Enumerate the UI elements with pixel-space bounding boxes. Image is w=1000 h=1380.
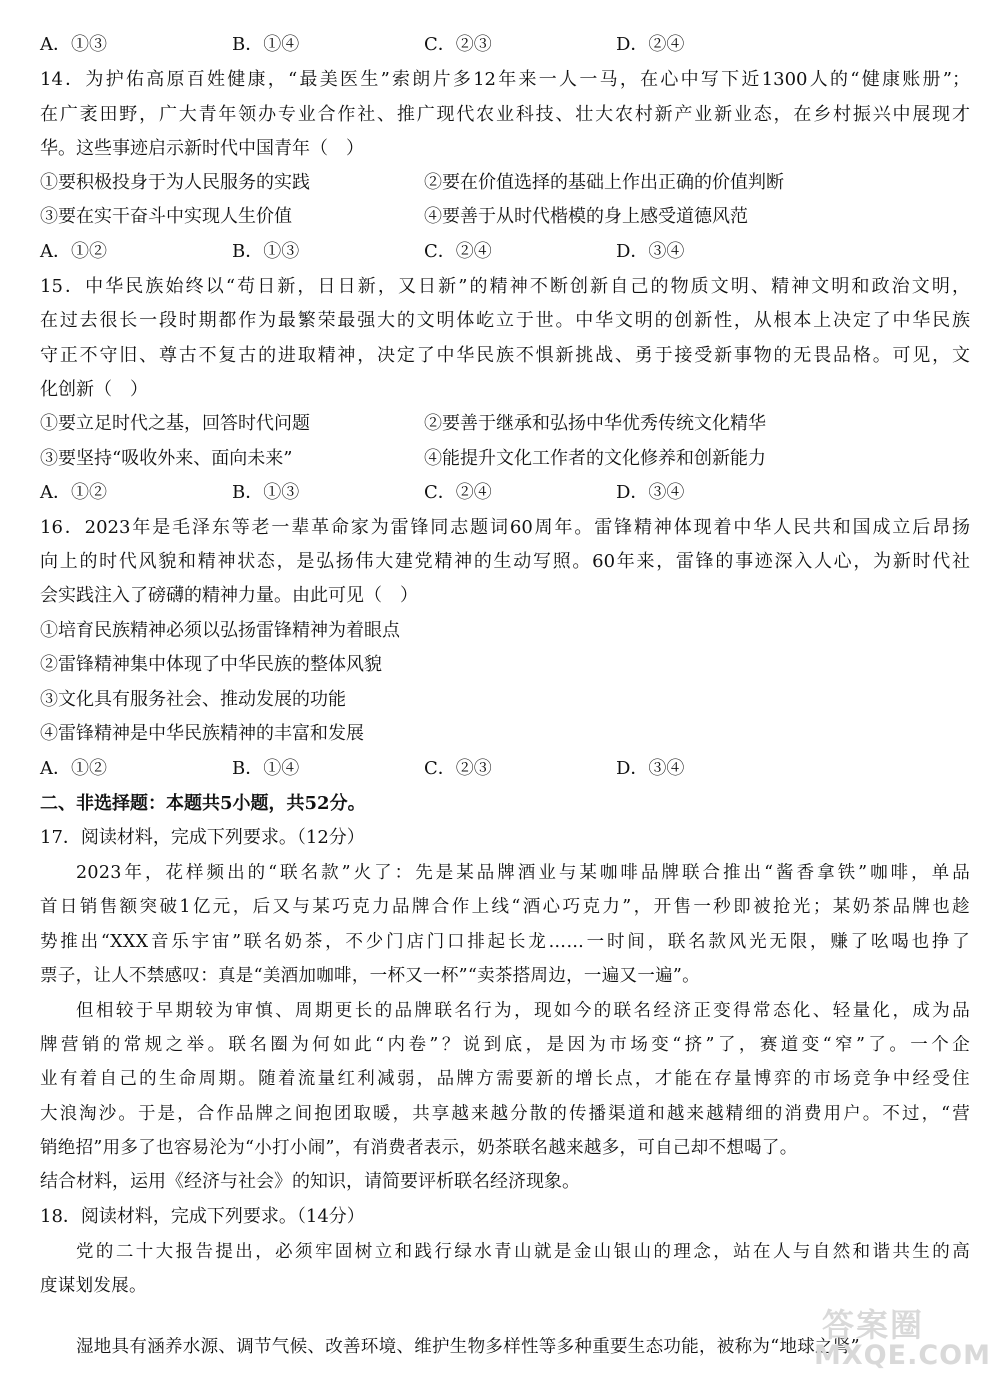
option-c: C．②③ <box>424 34 492 55</box>
q15-stem-line: 15．中华民族始终以“苟日新，日日新，又日新”的精神不断创新自己的物质文明、精神文明和政治文明， <box>40 276 970 297</box>
q16-stem-line: 向上的时代风貌和精神状态，是弘扬伟大建党精神的生动写照。60年来，雷锋的事迹深入人心，为新时代社 <box>40 551 970 572</box>
q16-stem-line: 会实践注入了磅礴的精神力量。由此可见（ ） <box>40 585 418 606</box>
q18-material-line: 湿地具有涵养水源、调节气候、改善环境、维护生物多样性等多种重要生态功能，被称为“地球之肾” <box>76 1337 860 1357</box>
q18-title: 18．阅读材料，完成下列要求。（14分） <box>40 1206 365 1227</box>
q17-material-line: 票子，让人不禁感叹：真是“美酒加咖啡，一杯又一杯”“卖茶搭周边，一遍又一遍”。 <box>40 966 700 986</box>
option-b: B．①④ <box>232 758 300 779</box>
q15-stem-line: 化创新（ ） <box>40 379 148 400</box>
q17-title: 17．阅读材料，完成下列要求。（12分） <box>40 827 365 848</box>
watermark-logo <box>800 1300 990 1372</box>
statement-2: ②要善于继承和弘扬中华优秀传统文化精华 <box>424 413 766 434</box>
statement-3: ③要坚持“吸收外来、面向未来” <box>40 448 293 469</box>
q17-material-line: 业有着自己的生命周期。随着流量红利减弱，品牌方需要新的增长点，才能在存量博弈的市场竞争中经受住 <box>40 1069 970 1089</box>
statement-1: ①要积极投身于为人民服务的实践 <box>40 172 310 193</box>
q17-question: 结合材料，运用《经济与社会》的知识，请简要评析联名经济现象。 <box>40 1171 580 1192</box>
statement-4: ④雷锋精神是中华民族精神的丰富和发展 <box>40 723 364 744</box>
q17-material-line: 销绝招”用多了也容易沦为“小打小闹”，有消费者表示，奶茶联名越来越多，可自己却不想喝了。 <box>40 1138 798 1158</box>
option-d: D．②④ <box>616 34 685 55</box>
q14-stem-line: 在广袤田野，广大青年领办专业合作社、推广现代农业科技、壮大农村新产业新业态，在乡村振兴中展现才 <box>40 104 970 125</box>
q14-stem-line: 华。这些事迹启示新时代中国青年（ ） <box>40 138 364 159</box>
q17-material-line: 牌营销的常规之举。联名圈为何如此“内卷”？说到底，是因为市场变“挤”了，赛道变“窄”了。一个企 <box>40 1035 970 1055</box>
option-d: D．③④ <box>616 482 685 503</box>
option-d: D．③④ <box>616 758 685 779</box>
watermark-url: MXQE.COM <box>814 1340 991 1371</box>
q17-material-line: 但相较于早期较为审慎、周期更长的品牌联名行为，现如今的联名经济正变得常态化、轻量化，成为品 <box>76 1001 970 1021</box>
option-a: A．①② <box>40 482 107 503</box>
option-d: D．③④ <box>616 241 685 262</box>
section-heading: 二、非选择题：本题共5小题，共52分。 <box>40 793 366 814</box>
q17-material-line: 大浪淘沙。于是，合作品牌之间抱团取暖，共享越来越分散的传播渠道和越来越精细的消费用户。不过，“营 <box>40 1104 970 1124</box>
option-a: A．①③ <box>40 34 107 55</box>
q15-stem-line: 守正不守旧、尊古不复古的进取精神，决定了中华民族不惧新挑战、勇于接受新事物的无畏品格。可见，文 <box>40 345 970 366</box>
q17-material-line: 2023年，花样频出的“联名款”火了：先是某品牌酒业与某咖啡品牌联合推出“酱香拿铁”咖啡，单品 <box>76 863 970 883</box>
option-a: A．①② <box>40 758 107 779</box>
statement-3: ③要在实干奋斗中实现人生价值 <box>40 206 292 227</box>
statement-1: ①培育民族精神必须以弘扬雷锋精神为着眼点 <box>40 620 400 641</box>
option-b: B．①④ <box>232 34 300 55</box>
option-c: C．②④ <box>424 241 492 262</box>
statement-2: ②要在价值选择的基础上作出正确的价值判断 <box>424 172 784 193</box>
q18-material-line: 党的二十大报告提出，必须牢固树立和践行绿水青山就是金山银山的理念，站在人与自然和谐共生的高 <box>76 1242 970 1262</box>
statement-1: ①要立足时代之基，回答时代问题 <box>40 413 310 434</box>
q17-material-line: 势推出“XXX音乐宇宙”联名奶茶，不少门店门口排起长龙……一时间，联名款风光无限，赚了吆喝也挣了 <box>40 932 970 952</box>
watermark-text: 答案圈 <box>822 1306 925 1344</box>
q17-material-line: 首日销售额突破1亿元，后又与某巧克力品牌合作上线“酒心巧克力”，开售一秒即被抢光；某奶茶品牌也趁 <box>40 897 970 917</box>
q15-stem-line: 在过去很长一段时期都作为最繁荣最强大的文明体屹立于世。中华文明的创新性，从根本上决定了中华民族 <box>40 310 970 331</box>
statement-4: ④能提升文化工作者的文化修养和创新能力 <box>424 448 766 469</box>
q16-stem-line: 16．2023年是毛泽东等老一辈革命家为雷锋同志题词60周年。雷锋精神体现着中华人民共和国成立后昂扬 <box>40 517 970 538</box>
option-b: B．①③ <box>232 241 300 262</box>
q18-material-line: 度谋划发展。 <box>40 1276 147 1296</box>
option-a: A．①② <box>40 241 107 262</box>
option-c: C．②④ <box>424 482 492 503</box>
statement-3: ③文化具有服务社会、推动发展的功能 <box>40 689 346 710</box>
statement-4: ④要善于从时代楷模的身上感受道德风范 <box>424 206 748 227</box>
option-c: C．②③ <box>424 758 492 779</box>
statement-2: ②雷锋精神集中体现了中华民族的整体风貌 <box>40 654 382 675</box>
option-b: B．①③ <box>232 482 300 503</box>
q14-stem-line: 14．为护佑高原百姓健康，“最美医生”索朗片多12年来一人一马，在心中写下近1300人的“健康账册”； <box>40 69 970 90</box>
